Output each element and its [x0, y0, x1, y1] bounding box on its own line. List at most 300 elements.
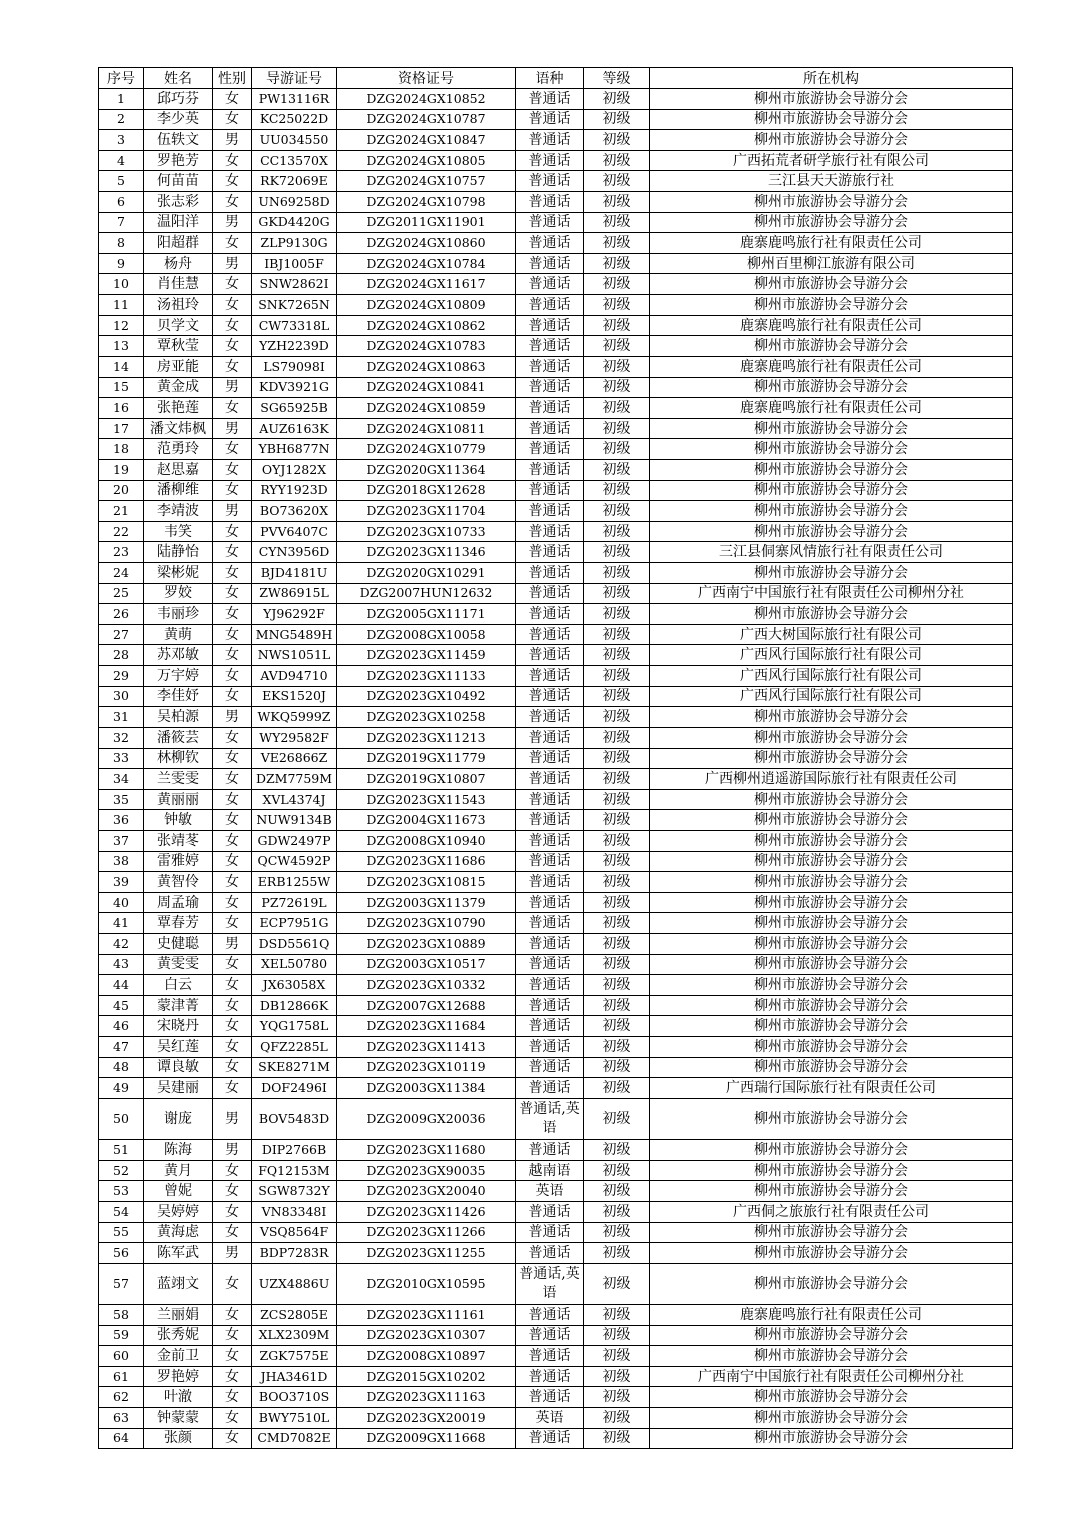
cell-name: 黄月	[144, 1160, 213, 1181]
cell-organization: 鹿寨鹿鸣旅行社有限责任公司	[650, 356, 1013, 377]
table-row	[99, 1305, 1013, 1326]
cell-index: 5	[99, 171, 144, 192]
cell-guide-license: YBH6877N	[252, 439, 337, 460]
cell-gender: 女	[213, 624, 252, 645]
cell-gender: 女	[213, 1078, 252, 1099]
cell-index: 55	[99, 1222, 144, 1243]
cell-guide-license: JX63058X	[252, 975, 337, 996]
cell-name: 叶澈	[144, 1387, 213, 1408]
table-row	[99, 315, 1013, 336]
cell-language: 普通话	[516, 975, 584, 996]
table-row	[99, 212, 1013, 233]
cell-gender: 女	[213, 1037, 252, 1058]
table-row	[99, 1243, 1013, 1264]
cell-level: 初级	[584, 913, 650, 934]
cell-level: 初级	[584, 1408, 650, 1429]
table-row	[99, 501, 1013, 522]
header-qualification-cert: 资格证号	[337, 68, 516, 89]
table-row	[99, 975, 1013, 996]
cell-level: 初级	[584, 336, 650, 357]
table-row	[99, 171, 1013, 192]
cell-qualification-cert: DZG2023GX10119	[337, 1057, 516, 1078]
cell-level: 初级	[584, 439, 650, 460]
cell-guide-license: UZX4886U	[252, 1263, 337, 1304]
cell-qualification-cert: DZG2020GX11364	[337, 459, 516, 480]
cell-organization: 广西风行国际旅行社有限公司	[650, 686, 1013, 707]
cell-index: 50	[99, 1098, 144, 1139]
cell-language: 普通话	[516, 1428, 584, 1449]
cell-language: 普通话	[516, 583, 584, 604]
cell-name: 曾妮	[144, 1181, 213, 1202]
cell-language: 普通话	[516, 1222, 584, 1243]
cell-guide-license: CYN3956D	[252, 542, 337, 563]
cell-guide-license: BDP7283R	[252, 1243, 337, 1264]
cell-organization: 柳州市旅游协会导游分会	[650, 336, 1013, 357]
cell-organization: 广西大树国际旅行社有限公司	[650, 624, 1013, 645]
cell-index: 38	[99, 851, 144, 872]
cell-level: 初级	[584, 1305, 650, 1326]
header-language: 语种	[516, 68, 584, 89]
cell-qualification-cert: DZG2024GX10779	[337, 439, 516, 460]
cell-qualification-cert: DZG2023GX11413	[337, 1037, 516, 1058]
cell-guide-license: NWS1051L	[252, 645, 337, 666]
cell-level: 初级	[584, 130, 650, 151]
cell-guide-license: VSQ8564F	[252, 1222, 337, 1243]
cell-name: 蒙津菁	[144, 995, 213, 1016]
cell-qualification-cert: DZG2024GX10805	[337, 150, 516, 171]
table-row	[99, 1140, 1013, 1161]
cell-level: 初级	[584, 398, 650, 419]
cell-name: 邱巧芬	[144, 89, 213, 110]
cell-qualification-cert: DZG2024GX10811	[337, 418, 516, 439]
cell-language: 普通话	[516, 377, 584, 398]
cell-guide-license: PZ72619L	[252, 892, 337, 913]
cell-name: 汤祖玲	[144, 295, 213, 316]
cell-qualification-cert: DZG2023GX11255	[337, 1243, 516, 1264]
table-row	[99, 872, 1013, 893]
cell-qualification-cert: DZG2024GX11617	[337, 274, 516, 295]
cell-gender: 女	[213, 398, 252, 419]
table-row	[99, 913, 1013, 934]
cell-level: 初级	[584, 604, 650, 625]
cell-index: 60	[99, 1346, 144, 1367]
cell-name: 兰丽娟	[144, 1305, 213, 1326]
cell-level: 初级	[584, 1160, 650, 1181]
table-row	[99, 295, 1013, 316]
table-row	[99, 563, 1013, 584]
cell-guide-license: DSD5561Q	[252, 933, 337, 954]
table-row	[99, 1181, 1013, 1202]
table-row	[99, 150, 1013, 171]
table-row	[99, 830, 1013, 851]
header-index: 序号	[99, 68, 144, 89]
cell-index: 6	[99, 192, 144, 213]
cell-name: 张靖苳	[144, 830, 213, 851]
cell-organization: 柳州市旅游协会导游分会	[650, 975, 1013, 996]
cell-guide-license: QFZ2285L	[252, 1037, 337, 1058]
cell-level: 初级	[584, 645, 650, 666]
cell-index: 56	[99, 1243, 144, 1264]
cell-name: 钟敏	[144, 810, 213, 831]
cell-level: 初级	[584, 707, 650, 728]
cell-gender: 女	[213, 830, 252, 851]
cell-organization: 柳州市旅游协会导游分会	[650, 1325, 1013, 1346]
table-row	[99, 789, 1013, 810]
cell-organization: 柳州市旅游协会导游分会	[650, 130, 1013, 151]
cell-index: 17	[99, 418, 144, 439]
cell-level: 初级	[584, 748, 650, 769]
cell-organization: 柳州市旅游协会导游分会	[650, 501, 1013, 522]
cell-gender: 女	[213, 1408, 252, 1429]
cell-qualification-cert: DZG2023GX11543	[337, 789, 516, 810]
cell-gender: 女	[213, 439, 252, 460]
cell-gender: 女	[213, 1057, 252, 1078]
cell-language: 普通话	[516, 851, 584, 872]
cell-level: 初级	[584, 418, 650, 439]
cell-index: 12	[99, 315, 144, 336]
cell-name: 苏邓敏	[144, 645, 213, 666]
table-row	[99, 995, 1013, 1016]
cell-index: 19	[99, 459, 144, 480]
cell-name: 宋晓丹	[144, 1016, 213, 1037]
cell-index: 41	[99, 913, 144, 934]
table-row	[99, 604, 1013, 625]
cell-level: 初级	[584, 769, 650, 790]
cell-gender: 女	[213, 872, 252, 893]
cell-organization: 柳州市旅游协会导游分会	[650, 521, 1013, 542]
cell-name: 吴建丽	[144, 1078, 213, 1099]
cell-gender: 女	[213, 459, 252, 480]
cell-index: 3	[99, 130, 144, 151]
cell-index: 7	[99, 212, 144, 233]
cell-level: 初级	[584, 150, 650, 171]
cell-language: 普通话,英语	[516, 1098, 584, 1139]
cell-organization: 柳州市旅游协会导游分会	[650, 954, 1013, 975]
cell-qualification-cert: DZG2023GX11704	[337, 501, 516, 522]
cell-organization: 柳州市旅游协会导游分会	[650, 295, 1013, 316]
cell-index: 34	[99, 769, 144, 790]
cell-level: 初级	[584, 1222, 650, 1243]
cell-level: 初级	[584, 810, 650, 831]
cell-language: 普通话	[516, 89, 584, 110]
cell-index: 22	[99, 521, 144, 542]
cell-index: 1	[99, 89, 144, 110]
cell-language: 普通话	[516, 830, 584, 851]
cell-language: 普通话	[516, 933, 584, 954]
cell-qualification-cert: DZG2023GX10790	[337, 913, 516, 934]
cell-qualification-cert: DZG2008GX10058	[337, 624, 516, 645]
cell-level: 初级	[584, 1098, 650, 1139]
cell-qualification-cert: DZG2023GX10258	[337, 707, 516, 728]
cell-qualification-cert: DZG2024GX10783	[337, 336, 516, 357]
cell-name: 张秀妮	[144, 1325, 213, 1346]
cell-organization: 广西瑞行国际旅行社有限责任公司	[650, 1078, 1013, 1099]
table-row	[99, 1016, 1013, 1037]
cell-guide-license: PVV6407C	[252, 521, 337, 542]
cell-level: 初级	[584, 1181, 650, 1202]
cell-gender: 女	[213, 851, 252, 872]
cell-qualification-cert: DZG2009GX20036	[337, 1098, 516, 1139]
cell-qualification-cert: DZG2004GX11673	[337, 810, 516, 831]
cell-index: 48	[99, 1057, 144, 1078]
table-row	[99, 933, 1013, 954]
cell-guide-license: BOV5483D	[252, 1098, 337, 1139]
cell-gender: 女	[213, 295, 252, 316]
cell-guide-license: XVL4374J	[252, 789, 337, 810]
cell-language: 普通话	[516, 1387, 584, 1408]
cell-level: 初级	[584, 1387, 650, 1408]
table-row	[99, 707, 1013, 728]
cell-guide-license: BOO3710S	[252, 1387, 337, 1408]
cell-qualification-cert: DZG2024GX10860	[337, 233, 516, 254]
cell-language: 越南语	[516, 1160, 584, 1181]
cell-name: 房亚能	[144, 356, 213, 377]
cell-qualification-cert: DZG2023GX11163	[337, 1387, 516, 1408]
cell-name: 罗艳婷	[144, 1366, 213, 1387]
cell-name: 梁彬妮	[144, 563, 213, 584]
cell-organization: 柳州市旅游协会导游分会	[650, 1428, 1013, 1449]
cell-name: 范勇玲	[144, 439, 213, 460]
cell-index: 29	[99, 666, 144, 687]
cell-language: 普通话	[516, 356, 584, 377]
cell-qualification-cert: DZG2024GX10809	[337, 295, 516, 316]
cell-gender: 女	[213, 315, 252, 336]
cell-name: 覃春芳	[144, 913, 213, 934]
cell-index: 27	[99, 624, 144, 645]
cell-gender: 女	[213, 954, 252, 975]
cell-organization: 柳州市旅游协会导游分会	[650, 212, 1013, 233]
cell-level: 初级	[584, 563, 650, 584]
cell-guide-license: YQG1758L	[252, 1016, 337, 1037]
cell-organization: 柳州市旅游协会导游分会	[650, 1098, 1013, 1139]
cell-qualification-cert: DZG2019GX10807	[337, 769, 516, 790]
cell-organization: 柳州市旅游协会导游分会	[650, 1243, 1013, 1264]
cell-guide-license: YZH2239D	[252, 336, 337, 357]
cell-qualification-cert: DZG2023GX10815	[337, 872, 516, 893]
cell-qualification-cert: DZG2003GX11379	[337, 892, 516, 913]
cell-gender: 男	[213, 212, 252, 233]
cell-level: 初级	[584, 624, 650, 645]
cell-level: 初级	[584, 212, 650, 233]
header-gender: 性别	[213, 68, 252, 89]
guide-roster-table	[98, 67, 1013, 1449]
cell-level: 初级	[584, 686, 650, 707]
cell-guide-license: SNW2862I	[252, 274, 337, 295]
cell-language: 普通话	[516, 1016, 584, 1037]
cell-guide-license: FQ12153M	[252, 1160, 337, 1181]
table-row	[99, 192, 1013, 213]
cell-level: 初级	[584, 872, 650, 893]
cell-language: 普通话	[516, 233, 584, 254]
cell-index: 54	[99, 1201, 144, 1222]
table-row	[99, 1201, 1013, 1222]
cell-qualification-cert: DZG2023GX11133	[337, 666, 516, 687]
cell-organization: 柳州市旅游协会导游分会	[650, 480, 1013, 501]
cell-guide-license: CW73318L	[252, 315, 337, 336]
cell-language: 普通话	[516, 192, 584, 213]
cell-guide-license: EKS1520J	[252, 686, 337, 707]
cell-language: 普通话	[516, 913, 584, 934]
cell-language: 英语	[516, 1181, 584, 1202]
table-row	[99, 1037, 1013, 1058]
cell-name: 李少英	[144, 109, 213, 130]
table-row	[99, 666, 1013, 687]
cell-level: 初级	[584, 583, 650, 604]
cell-gender: 女	[213, 1181, 252, 1202]
cell-guide-license: DZM7759M	[252, 769, 337, 790]
cell-language: 普通话	[516, 892, 584, 913]
cell-language: 普通话	[516, 1078, 584, 1099]
table-row	[99, 954, 1013, 975]
cell-organization: 柳州市旅游协会导游分会	[650, 439, 1013, 460]
cell-language: 普通话	[516, 1305, 584, 1326]
cell-guide-license: OYJ1282X	[252, 459, 337, 480]
cell-organization: 鹿寨鹿鸣旅行社有限责任公司	[650, 1305, 1013, 1326]
cell-organization: 柳州市旅游协会导游分会	[650, 192, 1013, 213]
cell-gender: 女	[213, 1346, 252, 1367]
cell-guide-license: CMD7082E	[252, 1428, 337, 1449]
cell-organization: 柳州市旅游协会导游分会	[650, 89, 1013, 110]
cell-name: 潘文炜枫	[144, 418, 213, 439]
table-row	[99, 1222, 1013, 1243]
cell-level: 初级	[584, 830, 650, 851]
cell-gender: 女	[213, 274, 252, 295]
header-guide-license: 导游证号	[252, 68, 337, 89]
table-row	[99, 1057, 1013, 1078]
cell-guide-license: ZGK7575E	[252, 1346, 337, 1367]
table-row	[99, 1098, 1013, 1139]
cell-organization: 柳州百里柳江旅游有限公司	[650, 253, 1013, 274]
table-row	[99, 686, 1013, 707]
cell-gender: 男	[213, 1140, 252, 1161]
cell-name: 陈海	[144, 1140, 213, 1161]
cell-level: 初级	[584, 295, 650, 316]
cell-level: 初级	[584, 789, 650, 810]
cell-index: 8	[99, 233, 144, 254]
cell-guide-license: LS79098I	[252, 356, 337, 377]
table-row	[99, 356, 1013, 377]
cell-organization: 柳州市旅游协会导游分会	[650, 1263, 1013, 1304]
cell-language: 普通话	[516, 666, 584, 687]
cell-level: 初级	[584, 1201, 650, 1222]
cell-qualification-cert: DZG2024GX10862	[337, 315, 516, 336]
cell-level: 初级	[584, 1428, 650, 1449]
cell-level: 初级	[584, 1366, 650, 1387]
cell-organization: 柳州市旅游协会导游分会	[650, 1346, 1013, 1367]
table-row	[99, 336, 1013, 357]
cell-index: 25	[99, 583, 144, 604]
cell-guide-license: ZLP9130G	[252, 233, 337, 254]
cell-name: 吴婷婷	[144, 1201, 213, 1222]
cell-language: 普通话	[516, 1140, 584, 1161]
cell-gender: 女	[213, 727, 252, 748]
table-row	[99, 1366, 1013, 1387]
cell-guide-license: WY29582F	[252, 727, 337, 748]
cell-name: 杨舟	[144, 253, 213, 274]
cell-qualification-cert: DZG2023GX20040	[337, 1181, 516, 1202]
cell-guide-license: MNG5489H	[252, 624, 337, 645]
cell-guide-license: ZW86915L	[252, 583, 337, 604]
cell-level: 初级	[584, 892, 650, 913]
table-row	[99, 727, 1013, 748]
cell-guide-license: QCW4592P	[252, 851, 337, 872]
cell-gender: 女	[213, 583, 252, 604]
cell-guide-license: SNK7265N	[252, 295, 337, 316]
cell-level: 初级	[584, 480, 650, 501]
cell-index: 23	[99, 542, 144, 563]
cell-guide-license: GKD4420G	[252, 212, 337, 233]
cell-name: 张艳莲	[144, 398, 213, 419]
cell-index: 59	[99, 1325, 144, 1346]
cell-level: 初级	[584, 356, 650, 377]
cell-gender: 男	[213, 501, 252, 522]
table-row	[99, 748, 1013, 769]
cell-index: 4	[99, 150, 144, 171]
cell-guide-license: PW13116R	[252, 89, 337, 110]
cell-language: 普通话	[516, 459, 584, 480]
cell-index: 47	[99, 1037, 144, 1058]
cell-organization: 鹿寨鹿鸣旅行社有限责任公司	[650, 398, 1013, 419]
cell-level: 初级	[584, 315, 650, 336]
cell-language: 普通话	[516, 480, 584, 501]
cell-organization: 广西风行国际旅行社有限公司	[650, 666, 1013, 687]
cell-qualification-cert: DZG2024GX10798	[337, 192, 516, 213]
header-name: 姓名	[144, 68, 213, 89]
table-row	[99, 1263, 1013, 1304]
cell-gender: 男	[213, 418, 252, 439]
cell-level: 初级	[584, 1037, 650, 1058]
cell-qualification-cert: DZG2020GX10291	[337, 563, 516, 584]
cell-name: 兰雯雯	[144, 769, 213, 790]
cell-index: 51	[99, 1140, 144, 1161]
cell-index: 64	[99, 1428, 144, 1449]
cell-qualification-cert: DZG2008GX10897	[337, 1346, 516, 1367]
cell-organization: 广西南宁中国旅行社有限责任公司柳州分社	[650, 583, 1013, 604]
cell-level: 初级	[584, 109, 650, 130]
cell-index: 45	[99, 995, 144, 1016]
cell-gender: 男	[213, 1243, 252, 1264]
cell-guide-license: JHA3461D	[252, 1366, 337, 1387]
cell-level: 初级	[584, 253, 650, 274]
cell-guide-license: AVD94710	[252, 666, 337, 687]
cell-gender: 女	[213, 769, 252, 790]
cell-gender: 女	[213, 1325, 252, 1346]
table-row	[99, 583, 1013, 604]
cell-language: 普通话	[516, 748, 584, 769]
cell-organization: 柳州市旅游协会导游分会	[650, 810, 1013, 831]
cell-name: 阳超群	[144, 233, 213, 254]
cell-name: 赵思嘉	[144, 459, 213, 480]
cell-name: 贝学文	[144, 315, 213, 336]
table-row	[99, 810, 1013, 831]
cell-organization: 柳州市旅游协会导游分会	[650, 789, 1013, 810]
cell-gender: 女	[213, 563, 252, 584]
table-row	[99, 459, 1013, 480]
cell-name: 黄雯雯	[144, 954, 213, 975]
cell-gender: 女	[213, 150, 252, 171]
cell-organization: 广西拓荒者研学旅行社有限公司	[650, 150, 1013, 171]
cell-name: 金前卫	[144, 1346, 213, 1367]
cell-language: 普通话	[516, 439, 584, 460]
cell-qualification-cert: DZG2023GX11346	[337, 542, 516, 563]
cell-qualification-cert: DZG2010GX10595	[337, 1263, 516, 1304]
cell-organization: 柳州市旅游协会导游分会	[650, 1037, 1013, 1058]
cell-organization: 柳州市旅游协会导游分会	[650, 418, 1013, 439]
cell-gender: 女	[213, 995, 252, 1016]
cell-qualification-cert: DZG2023GX10889	[337, 933, 516, 954]
cell-name: 黄萌	[144, 624, 213, 645]
cell-qualification-cert: DZG2005GX11171	[337, 604, 516, 625]
